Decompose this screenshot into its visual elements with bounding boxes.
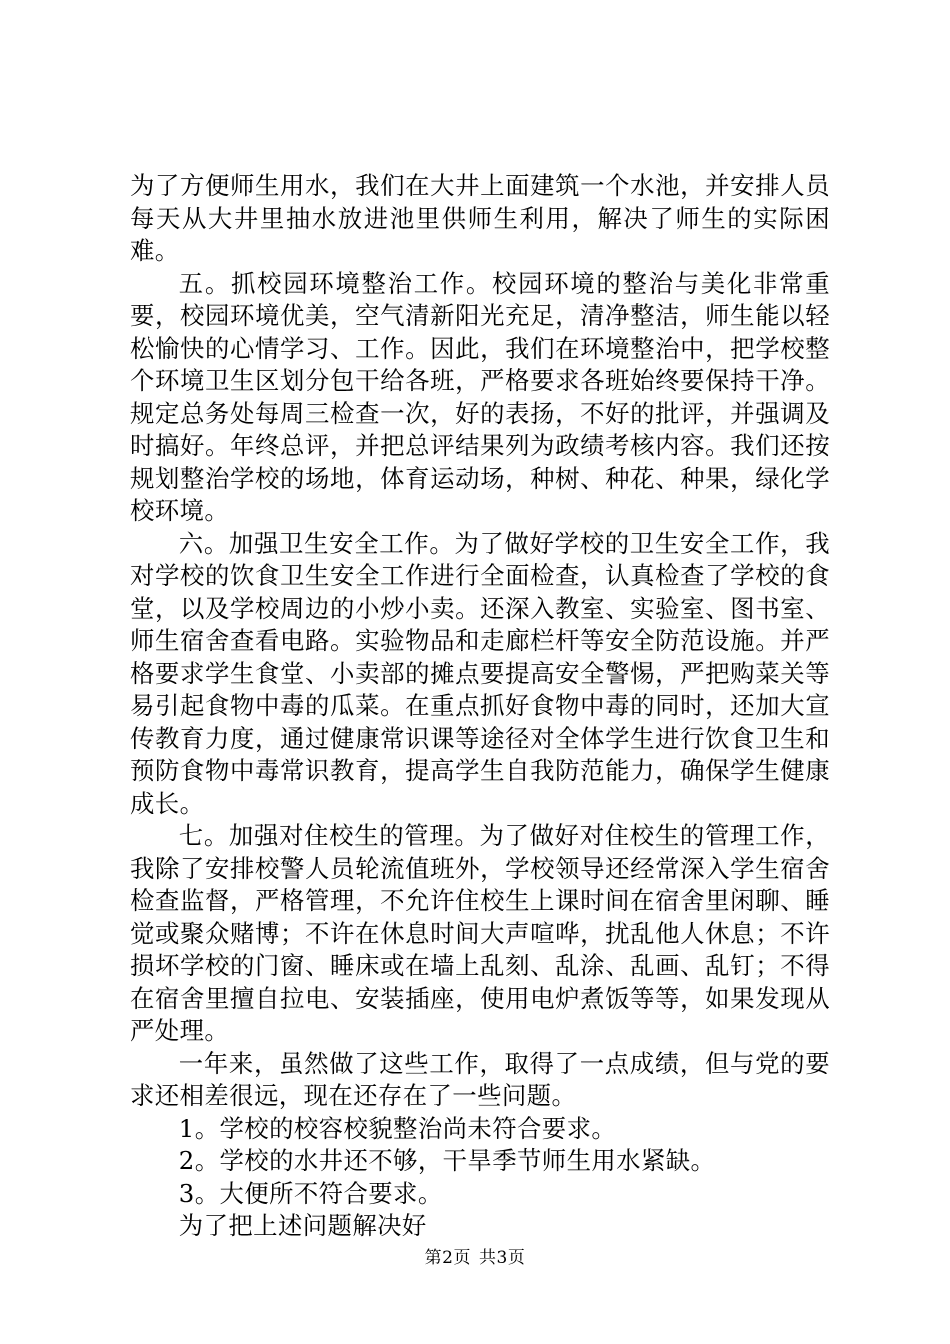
paragraph-closing-fragment: 为了把上述问题解决好 [178, 1211, 427, 1240]
paragraph-campus-environment: 五。抓校园环境整治工作。校园环境的整治与美化非常重要，校园环境优美，空气清新阳光充足，清净整洁，师生能以轻松愉快的心情学习、工作。因此，我们在环境整治中，把学校整个环境卫生区划分包干给各班，严格要求各班始终要保持干净。规定总务处每周三检查一次，好的表扬，不好的批评，并强调及时搞好。年终总评，并把总评结果列为政绩考核内容。我们还按规划整治学校的场地，体育运动场，种树、种花、种果，绿化学校环境。 [130, 268, 830, 525]
document-body [130, 170, 830, 1243]
paragraph-boarding-management: 七。加强对住校生的管理。为了做好对住校生的管理工作，我除了安排校警人员轮流值班外，学校领导还经常深入学生宿舍检查监督，严格管理，不允许住校生上课时间在宿舍里闲聊、睡觉或聚众赌博；不许在休息时间大声喧哗，扰乱他人休息；不许损坏学校的门窗、睡床或在墙上乱刻、乱涂、乱画、乱钉；不得在宿舍里擅自拉电、安装插座，使用电炉煮饭等等，如果发现从严处理。 [130, 821, 830, 1045]
paragraph-problems-intro: 一年来，虽然做了这些工作，取得了一点成绩，但与党的要求还相差很远，现在还存在了一些问题。 [130, 1048, 830, 1110]
list-item-problem-3: 3。大便所不符合要求。 [178, 1178, 443, 1208]
paragraph-water-pool: 为了方便师生用水，我们在大井上面建筑一个水池，并安排人员每天从大井里抽水放进池里供师生利用，解决了师生的实际困难。 [130, 171, 830, 265]
list-item-problem-1: 1。学校的校容校貌整治尚未符合要求。 [178, 1113, 617, 1143]
page-number: 第2页 [424, 1248, 471, 1268]
page-total: 共3页 [479, 1248, 526, 1268]
list-item-problem-2: 2。学校的水井还不够，干旱季节师生用水紧缺。 [178, 1146, 716, 1175]
page-footer [0, 1243, 950, 1268]
paragraph-hygiene-safety: 六。加强卫生安全工作。为了做好学校的卫生安全工作，我对学校的饮食卫生安全工作进行全面检查，认真检查了学校的食堂，以及学校周边的小炒小卖。还深入教室、实验室、图书室、师生宿舍查看电路。实验物品和走廊栏杆等安全防范设施。并严格要求学生食堂、小卖部的摊点要提高安全警惕，严把购菜关等易引起食物中毒的瓜菜。在重点抓好食物中毒的同时，还加大宣传教育力度，通过健康常识课等途径对全体学生进行饮食卫生和预防食物中毒常识教育，提高学生自我防范能力，确保学生健康成长。 [130, 528, 830, 818]
